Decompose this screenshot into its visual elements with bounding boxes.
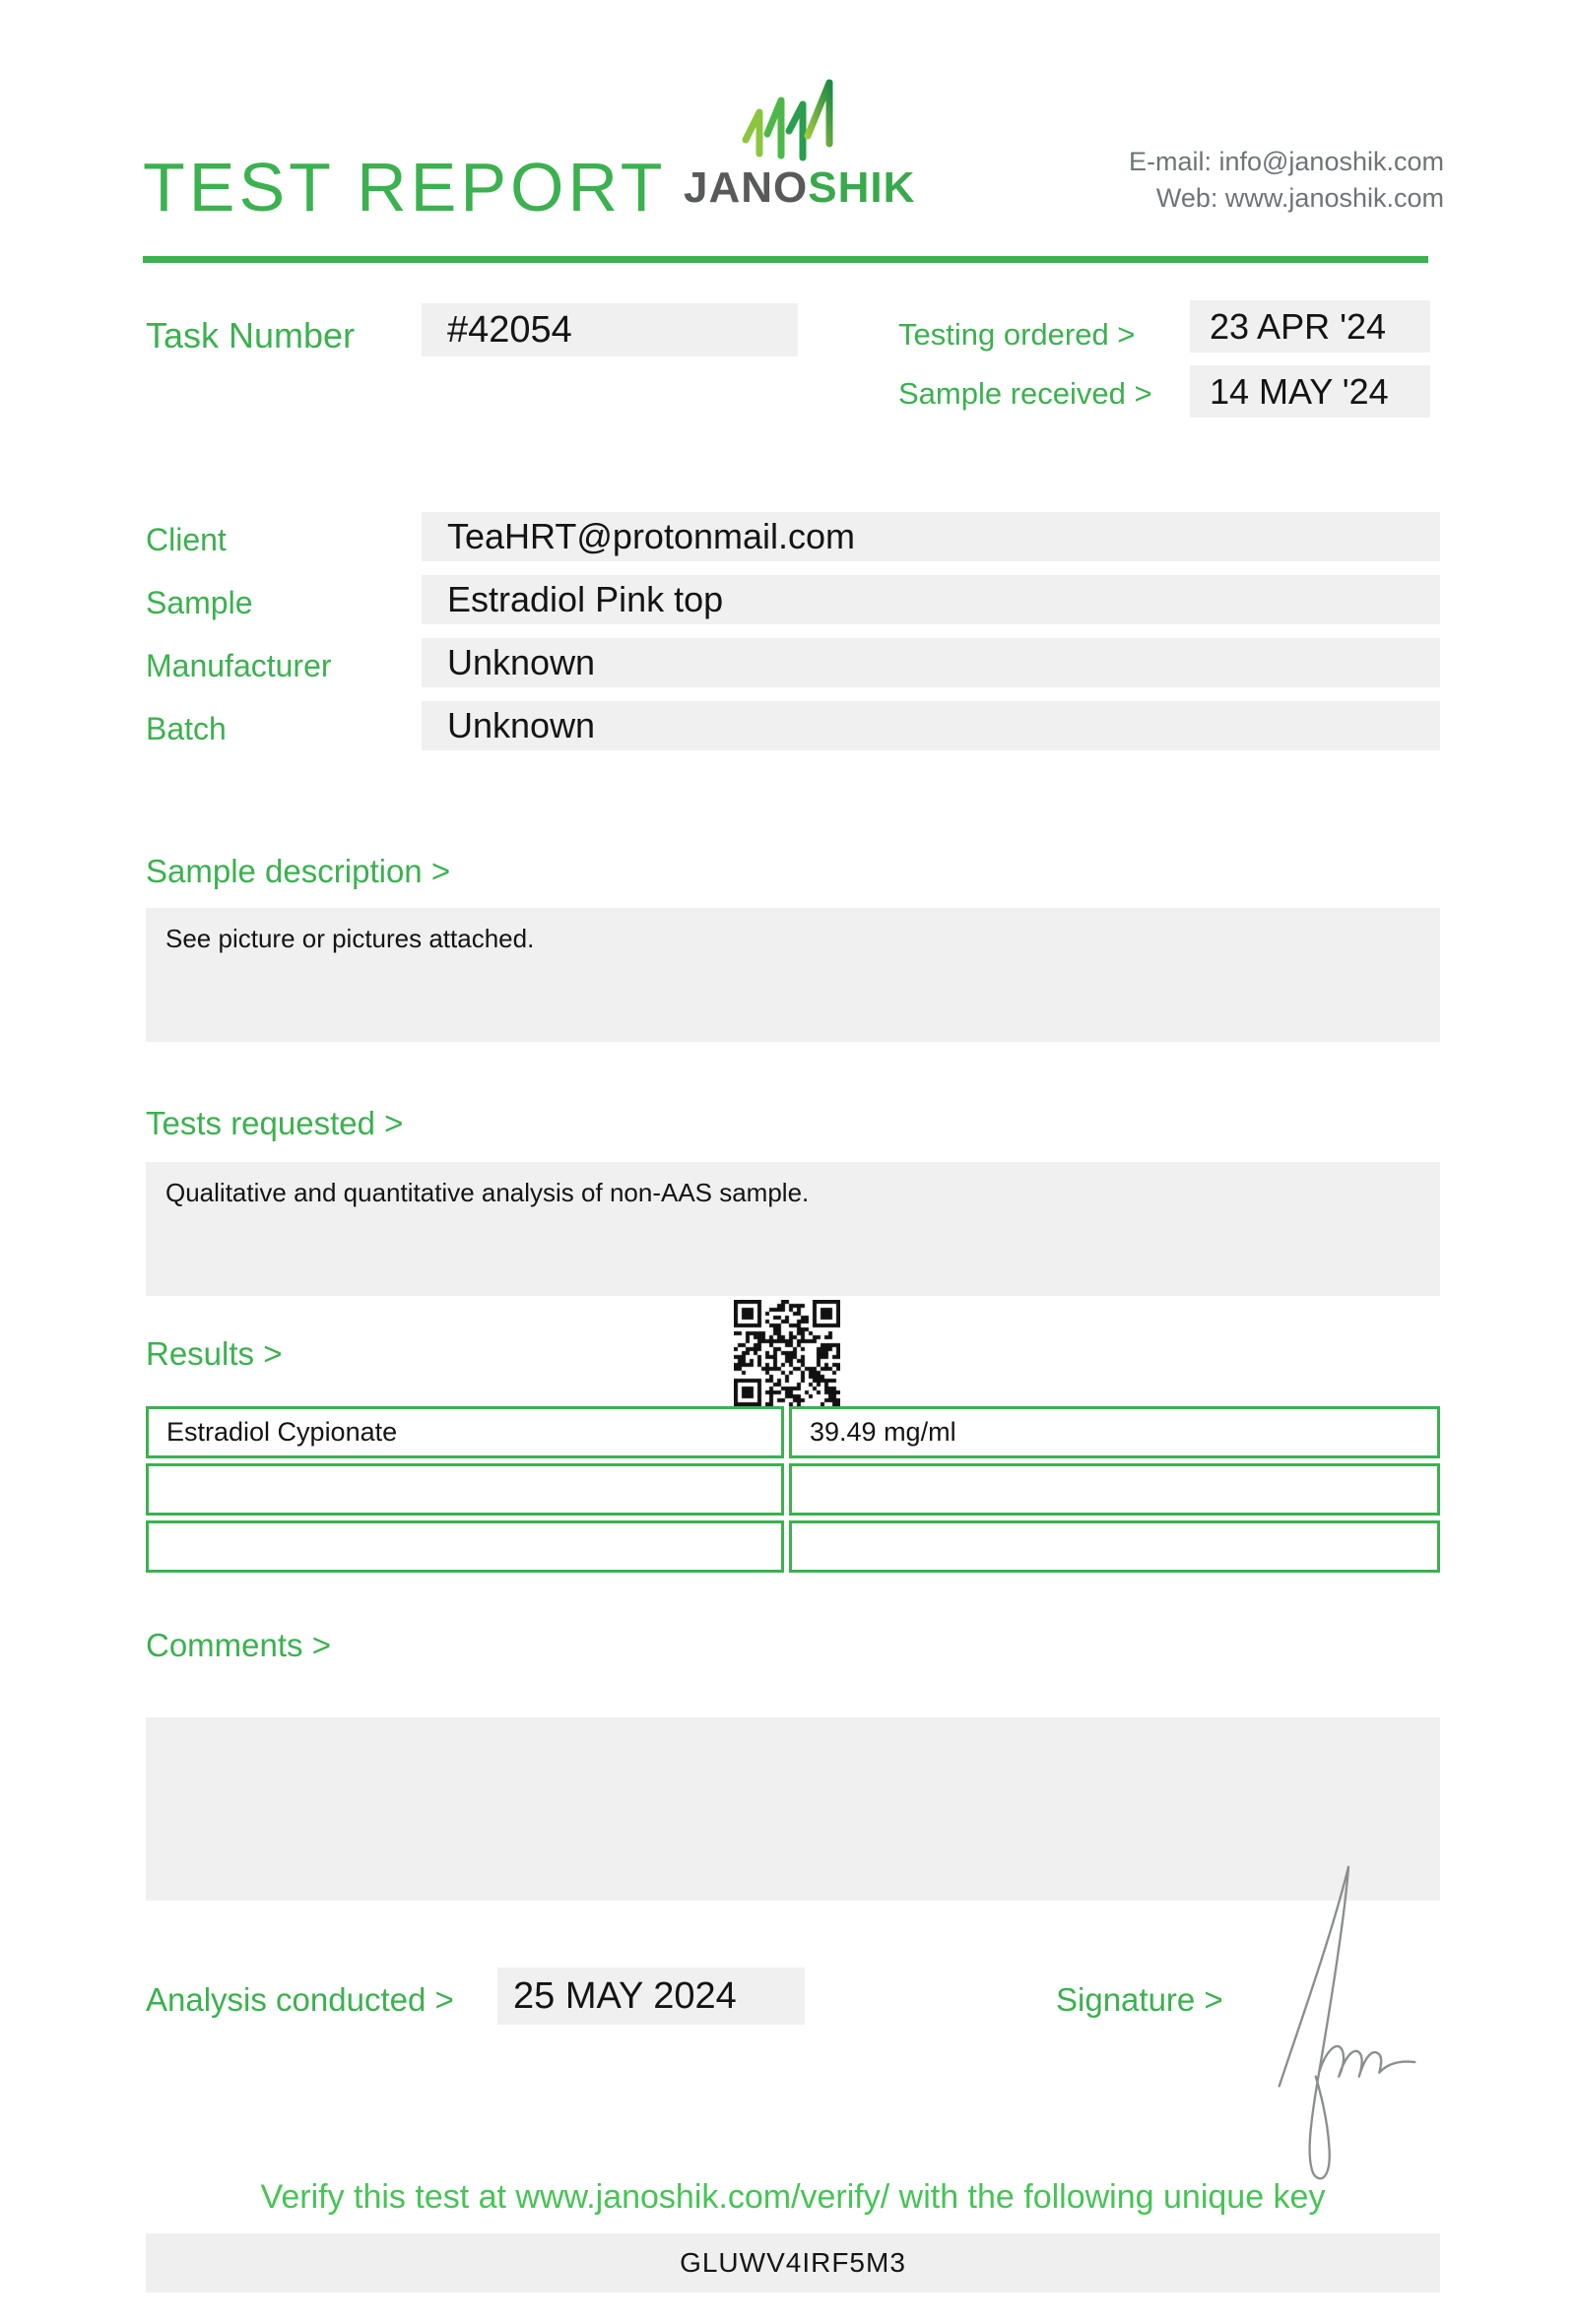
tests-requested-box xyxy=(146,1162,1440,1296)
page-title: TEST REPORT xyxy=(143,149,667,226)
batch-value-box xyxy=(422,701,1440,750)
batch-label: Batch xyxy=(146,711,227,746)
result-substance-cell-empty xyxy=(146,1463,784,1516)
client-value-box xyxy=(422,512,1440,561)
result-substance-cell-empty xyxy=(146,1520,784,1573)
task-number-value: #42054 xyxy=(447,309,572,351)
janoshik-logo-wordmark xyxy=(684,163,915,213)
sample-received-label: Sample received > xyxy=(898,376,1152,411)
tests-requested-heading: Tests requested > xyxy=(146,1105,404,1141)
sample-received-date: 14 MAY '24 xyxy=(1210,371,1389,412)
contact-email: E-mail: info@janoshik.com xyxy=(1128,147,1444,176)
signature-label: Signature > xyxy=(1056,1981,1223,2018)
comments-heading: Comments > xyxy=(146,1627,331,1663)
analysis-conducted-label: Analysis conducted > xyxy=(146,1981,454,2018)
signature-handwriting xyxy=(1271,1859,1426,2186)
verify-key-box xyxy=(146,2233,1440,2292)
manufacturer-value-box xyxy=(422,638,1440,687)
verify-instruction: Verify this test at www.janoshik.com/verify/ with the following unique key xyxy=(260,2178,1326,2216)
client-value: TeaHRT@protonmail.com xyxy=(447,516,856,556)
sample-description-heading: Sample description > xyxy=(146,853,451,889)
results-heading: Results > xyxy=(146,1335,283,1372)
sample-value-box xyxy=(422,575,1440,624)
task-number-label: Task Number xyxy=(146,315,356,355)
client-label: Client xyxy=(146,522,227,557)
testing-ordered-date: 23 APR '24 xyxy=(1210,306,1386,347)
analysis-date: 25 MAY 2024 xyxy=(513,1975,737,2017)
logo-text-shik: SHIK xyxy=(808,163,916,212)
result-amount-cell-empty xyxy=(789,1520,1440,1573)
contact-info xyxy=(1129,144,1444,217)
result-amount-cell: 39.49 mg/ml xyxy=(789,1406,1440,1458)
qr-code xyxy=(734,1300,840,1406)
logo-text-jano: JANO xyxy=(684,163,809,212)
result-amount-cell-empty xyxy=(789,1463,1440,1516)
header-divider-rule xyxy=(143,256,1428,263)
comments-box xyxy=(146,1717,1440,1901)
sample-description-box xyxy=(146,908,1440,1042)
result-substance-cell: Estradiol Cypionate xyxy=(146,1406,784,1458)
verify-key: GLUWV4IRF5M3 xyxy=(680,2247,906,2278)
contact-web: Web: www.janoshik.com xyxy=(1155,183,1444,213)
sample-label: Sample xyxy=(146,585,253,620)
sample-received-value-box xyxy=(1190,365,1430,418)
testing-ordered-label: Testing ordered > xyxy=(898,317,1136,352)
results-table xyxy=(146,1406,1440,1573)
batch-value: Unknown xyxy=(447,705,596,745)
manufacturer-value: Unknown xyxy=(447,642,596,682)
manufacturer-label: Manufacturer xyxy=(146,648,332,683)
testing-ordered-value-box xyxy=(1190,300,1430,353)
janoshik-chart-logo-icon xyxy=(739,75,841,163)
sample-value: Estradiol Pink top xyxy=(447,579,724,619)
sample-description-text: See picture or pictures attached. xyxy=(165,924,535,953)
tests-requested-text: Qualitative and quantitative analysis of non-AAS sample. xyxy=(165,1178,810,1207)
analysis-date-box xyxy=(497,1968,805,2025)
task-number-value-box xyxy=(422,303,798,356)
